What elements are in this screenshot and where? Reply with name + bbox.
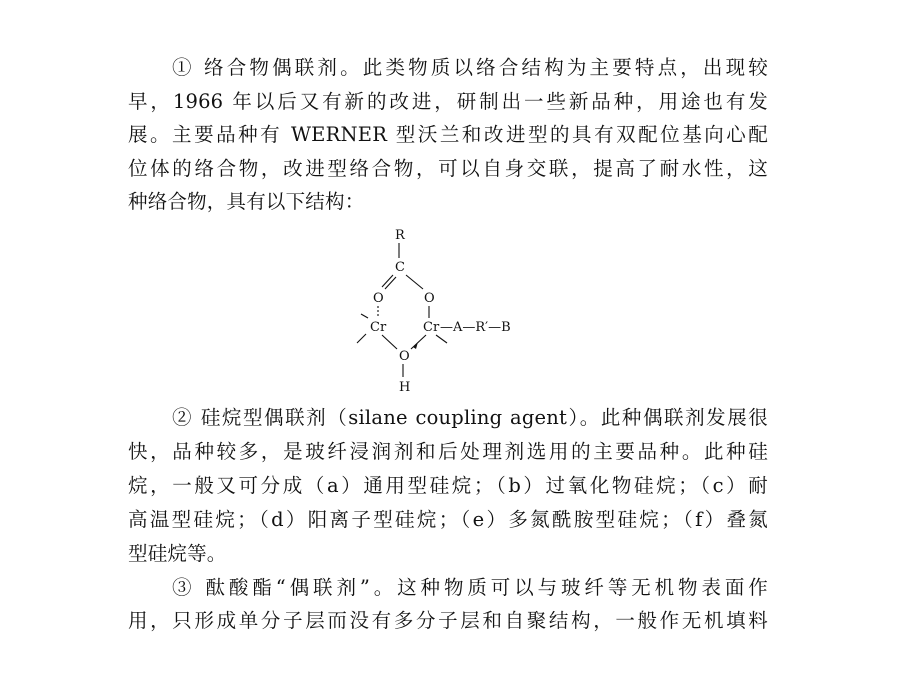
bond-c-o-left-1 [382, 275, 393, 287]
paragraph-1-line-4: 位体的络合物，改进型络合物，可以自身交联，提高了耐水性，这 [128, 157, 768, 180]
paragraph-1-line-1: ① 络合物偶联剂。此类物质以络合结构为主要特点，出现较 [172, 56, 768, 79]
paragraph-2-line-2: 快，品种较多，是玻纤浸润剂和后处理剂选用的主要品种。此种硅 [128, 440, 768, 463]
atom-h: H [399, 380, 411, 395]
atom-cr-left: Cr [370, 320, 387, 335]
bond-cr-right-lower [436, 335, 447, 343]
paragraph-1-line-3: 展。主要品种有 WERNER 型沃兰和改进型的具有双配位基向心配 [128, 123, 768, 146]
coordination-arrow-head [413, 342, 418, 349]
paragraph-1-line-5: 种络合物，具有以下结构： [128, 190, 365, 213]
paragraph-2-line-3: 烷，一般又可分成（a）通用型硅烷；（b）过氧化物硅烷；（c）耐 [128, 474, 768, 497]
atom-cr-right: Cr [423, 320, 440, 335]
paragraph-1-line-2: 早，1966 年以后又有新的改进，研制出一些新品种，用途也有发 [128, 90, 768, 113]
structure-svg [340, 225, 550, 400]
atom-r: R [395, 228, 405, 243]
paragraph-3-line-2: 用，只形成单分子层而没有多分子层和自聚结构，一般作无机填料 [128, 609, 768, 632]
chemical-structure-diagram [340, 225, 550, 400]
atom-o-left: O [373, 291, 384, 306]
paragraph-2-line-4: 高温型硅烷；（d）阳离子型硅烷；（e）多氮酰胺型硅烷；（f）叠氮 [128, 508, 768, 531]
bond-c-o-right [406, 275, 423, 289]
paragraph-2-line-5: 型硅烷等。 [128, 542, 227, 565]
bond-c-o-left-2 [385, 277, 396, 289]
paragraph-2-line-1: ② 硅烷型偶联剂（silane coupling agent）。此种偶联剂发展很 [172, 406, 768, 429]
paragraph-3-line-1: ③ 酞酸酯“偶联剂”。这种物质可以与玻纤等无机物表面作 [172, 576, 768, 599]
bond-cr-left-o [382, 335, 397, 349]
bond-cr-left-upper [361, 314, 368, 318]
atom-c: C [395, 260, 405, 275]
atom-o-right: O [424, 291, 435, 306]
substituent-chain: —A—R′—B [440, 320, 511, 335]
bond-cr-left-lower [357, 334, 366, 343]
atom-o-bridge: O [399, 349, 410, 364]
